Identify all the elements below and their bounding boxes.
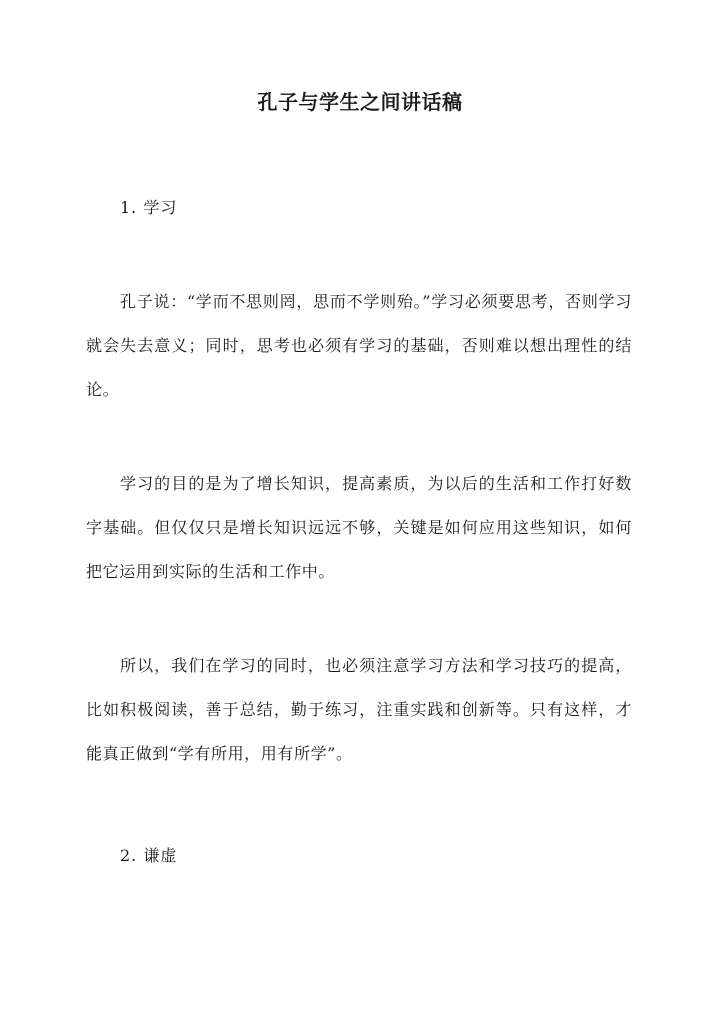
paragraph: 孔子说：“学而不思则罔，思而不学则殆。”学习必须要思考，否则学习就会失去意义；同时，思考也必须有学习的基础，否则难以想出理性的结论。 [86, 292, 632, 399]
document-title: 孔子与学生之间讲话稿 [257, 90, 463, 114]
section-heading-learning: 1. 学习 [120, 198, 178, 217]
section-heading-modesty: 2. 谦虚 [120, 846, 178, 865]
paragraph: 所以，我们在学习的同时，也必须注意学习方法和学习技巧的提高，比如积极阅读，善于总结，勤于练习，注重实践和创新等。只有这样，才能真正做到“学有所用，用有所学”。 [86, 656, 632, 763]
paragraph: 学习的目的是为了增长知识，提高素质，为以后的生活和工作打好数字基础。但仅仅只是增长知识远远不够，关键是如何应用这些知识，如何把它运用到实际的生活和工作中。 [86, 474, 632, 581]
